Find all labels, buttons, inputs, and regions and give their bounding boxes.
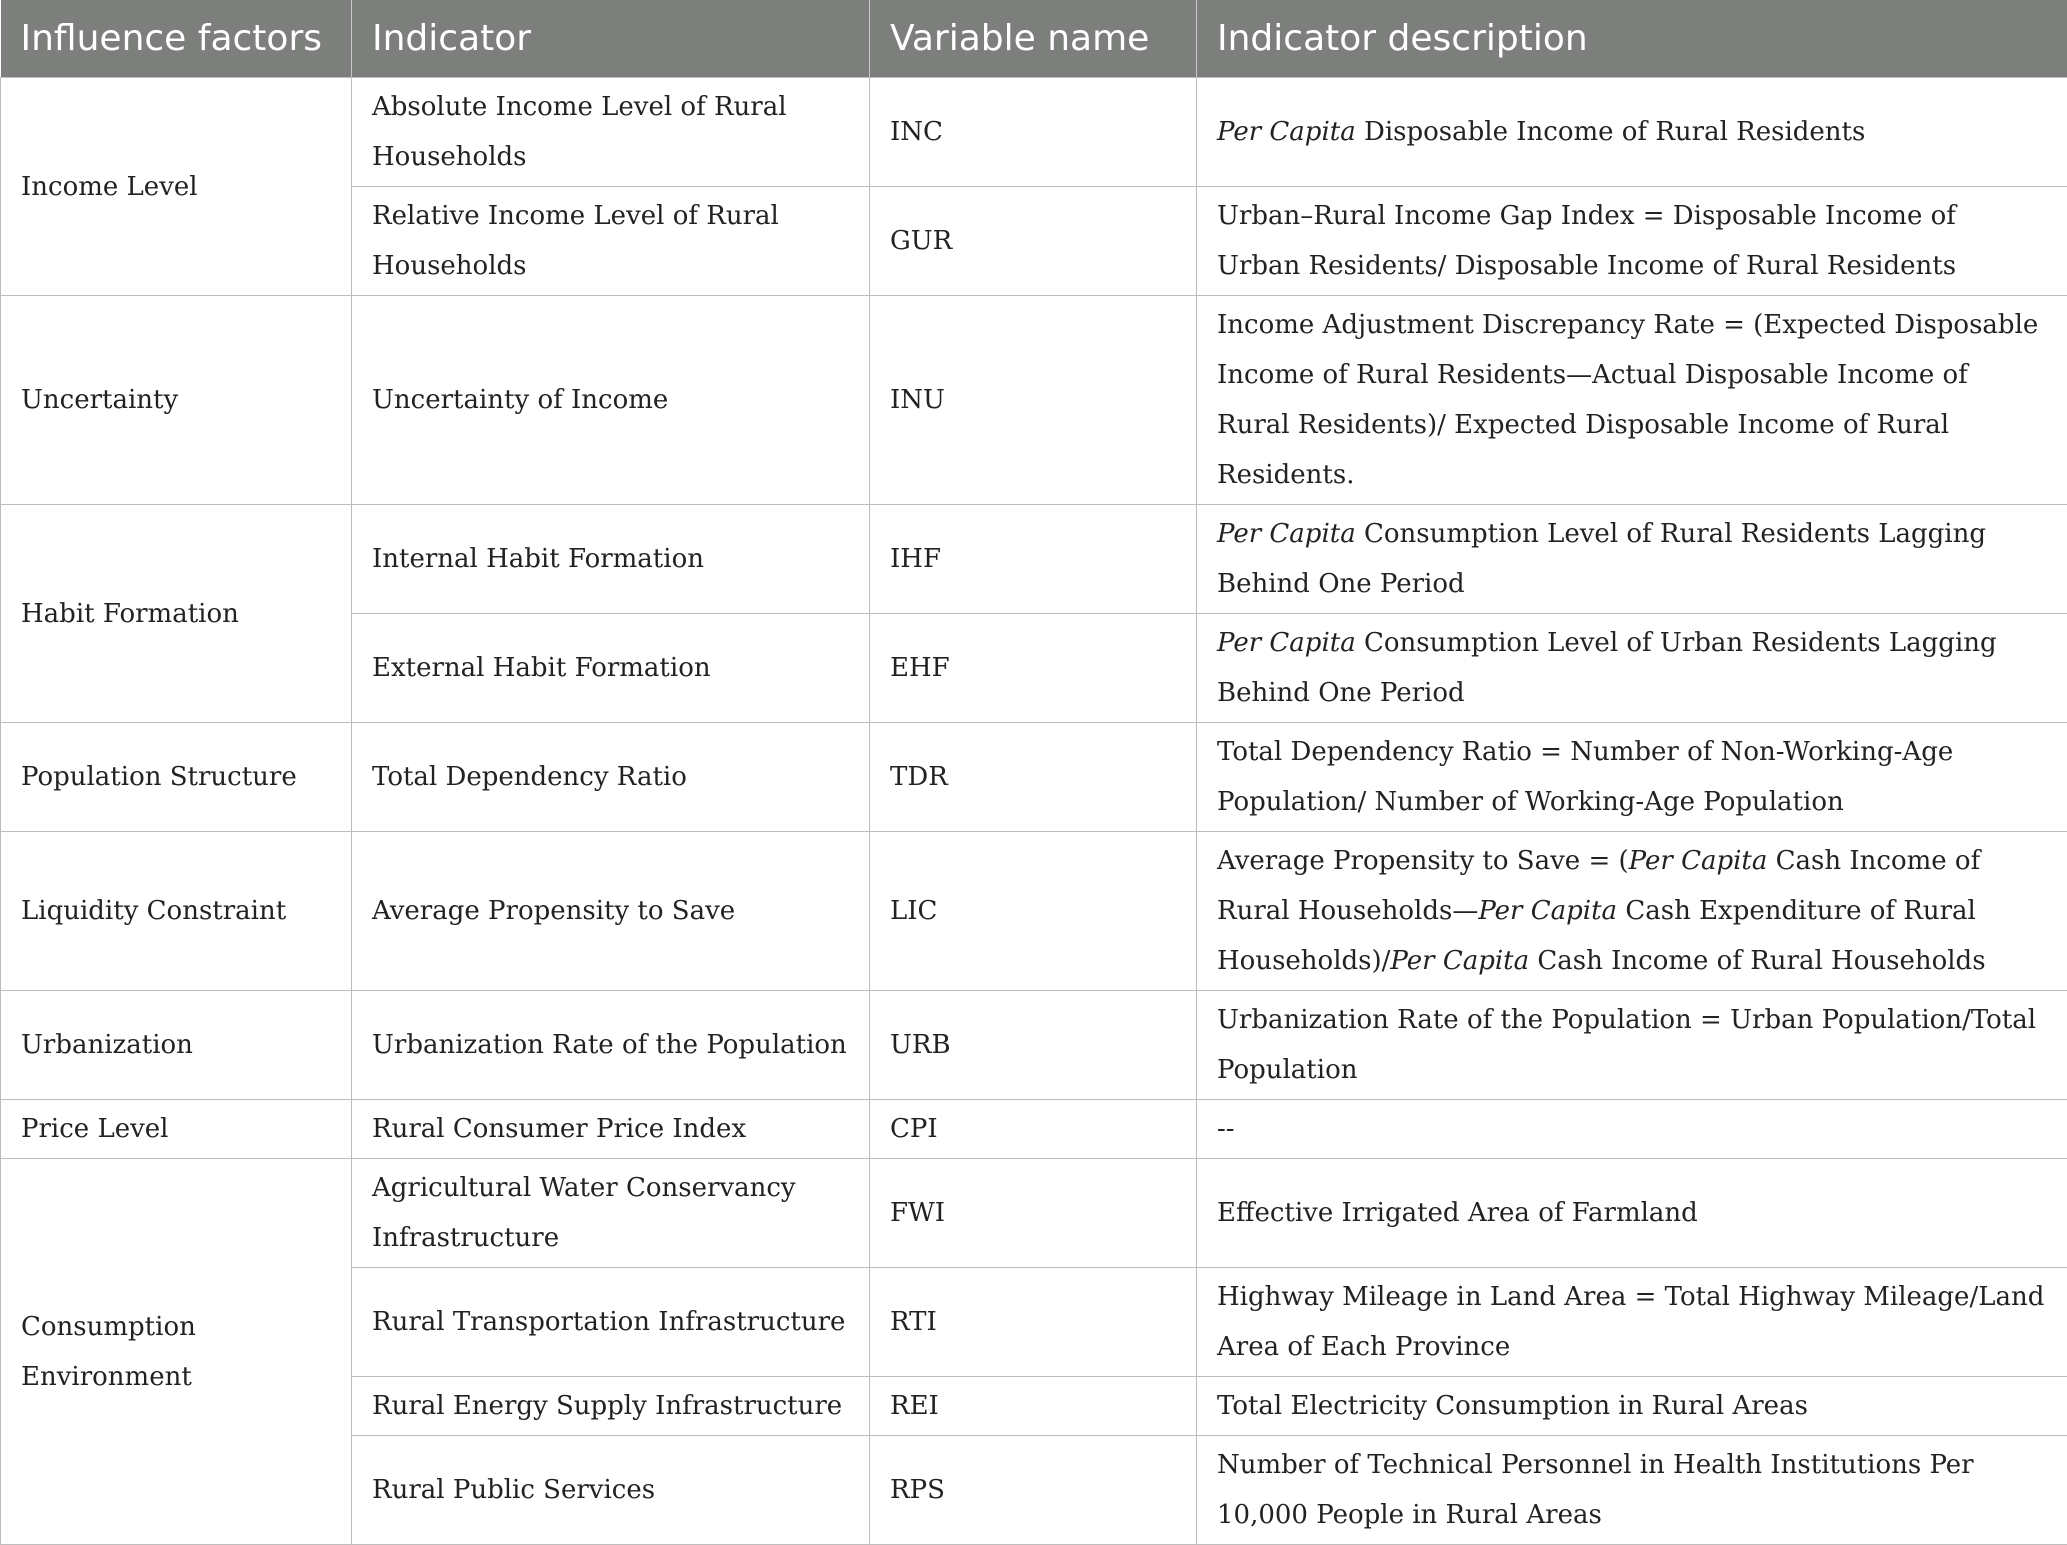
variable-cell: LIC: [870, 832, 1197, 991]
description-italic: Per Capita: [1217, 628, 1356, 658]
variable-cell: INU: [870, 296, 1197, 505]
description-cell: Urban–Rural Income Gap Index = Disposable Income of Urban Residents/ Disposable Income of Rural Residents: [1197, 187, 2067, 296]
description-cell: Total Electricity Consumption in Rural Areas: [1197, 1377, 2067, 1436]
description-italic: Per Capita: [1390, 946, 1529, 976]
description-cell: --: [1197, 1100, 2067, 1159]
indicator-cell: External Habit Formation: [352, 614, 870, 723]
factor-cell: Population Structure: [1, 723, 352, 832]
description-italic: Per Capita: [1217, 519, 1356, 549]
factor-cell: Consumption Environment: [1, 1159, 352, 1545]
table-row: [1, 723, 2067, 832]
header-indicator-description: Indicator description: [1197, 0, 2067, 78]
table-row: [1, 505, 2067, 614]
description-cell: Effective Irrigated Area of Farmland: [1197, 1159, 2067, 1268]
table-row: [1, 296, 2067, 505]
indicator-cell: Average Propensity to Save: [352, 832, 870, 991]
header-influence-factors: Influence factors: [1, 0, 352, 78]
indicator-cell: Rural Public Services: [352, 1436, 870, 1545]
factor-cell: Uncertainty: [1, 296, 352, 505]
description-cell: Total Dependency Ratio = Number of Non-Working-Age Population/ Number of Working-Age Population: [1197, 723, 2067, 832]
header-indicator: Indicator: [352, 0, 870, 78]
factor-cell: Habit Formation: [1, 505, 352, 723]
indicator-cell: Rural Energy Supply Infrastructure: [352, 1377, 870, 1436]
indicator-cell: Uncertainty of Income: [352, 296, 870, 505]
factor-cell: Income Level: [1, 78, 352, 296]
description-text: Cash Income of Rural Households: [1529, 946, 1985, 976]
table-row: [1, 78, 2067, 187]
indicator-cell: Urbanization Rate of the Population: [352, 991, 870, 1100]
description-italic: Per Capita: [1478, 896, 1617, 926]
factor-cell: Price Level: [1, 1100, 352, 1159]
indicator-cell: Rural Consumer Price Index: [352, 1100, 870, 1159]
indicator-cell: Absolute Income Level of Rural Households: [352, 78, 870, 187]
description-italic: Per Capita: [1629, 846, 1768, 876]
description-cell: [1197, 614, 2067, 723]
indicator-cell: Rural Transportation Infrastructure: [352, 1268, 870, 1377]
variable-cell: EHF: [870, 614, 1197, 723]
factor-cell: Urbanization: [1, 991, 352, 1100]
variable-cell: GUR: [870, 187, 1197, 296]
variable-cell: CPI: [870, 1100, 1197, 1159]
table-row: [1, 991, 2067, 1100]
description-cell: [1197, 832, 2067, 991]
variable-cell: IHF: [870, 505, 1197, 614]
description-text: Average Propensity to Save = (: [1217, 846, 1629, 876]
variable-cell: TDR: [870, 723, 1197, 832]
indicator-cell: Agricultural Water Conservancy Infrastructure: [352, 1159, 870, 1268]
variable-cell: FWI: [870, 1159, 1197, 1268]
description-text: Cash Expenditure of Rural Households)/: [1217, 896, 1976, 976]
description-cell: Income Adjustment Discrepancy Rate = (Expected Disposable Income of Rural Residents—Actual Disposable Income of Rural Residents)/ Expected Disposable Income of Rural Residents.: [1197, 296, 2067, 505]
description-text: Consumption Level of Urban Residents Lagging Behind One Period: [1217, 628, 1997, 708]
variable-cell: INC: [870, 78, 1197, 187]
description-cell: Urbanization Rate of the Population = Urban Population/Total Population: [1197, 991, 2067, 1100]
description-text: Disposable Income of Rural Residents: [1356, 117, 1866, 147]
factor-cell: Liquidity Constraint: [1, 832, 352, 991]
table-header-row: [1, 0, 2067, 78]
description-cell: Number of Technical Personnel in Health Institutions Per 10,000 People in Rural Areas: [1197, 1436, 2067, 1545]
indicator-cell: Internal Habit Formation: [352, 505, 870, 614]
table-row: [1, 1100, 2067, 1159]
indicator-cell: Relative Income Level of Rural Households: [352, 187, 870, 296]
description-cell: [1197, 78, 2067, 187]
table-row: [1, 832, 2067, 991]
variable-cell: REI: [870, 1377, 1197, 1436]
description-cell: Highway Mileage in Land Area = Total Highway Mileage/Land Area of Each Province: [1197, 1268, 2067, 1377]
variable-cell: URB: [870, 991, 1197, 1100]
header-variable-name: Variable name: [870, 0, 1197, 78]
description-text: Cash Income of Rural Households—: [1217, 846, 1980, 926]
description-cell: [1197, 505, 2067, 614]
indicator-cell: Total Dependency Ratio: [352, 723, 870, 832]
variable-cell: RTI: [870, 1268, 1197, 1377]
description-italic: Per Capita: [1217, 117, 1356, 147]
description-text: Consumption Level of Rural Residents Lagging Behind One Period: [1217, 519, 1986, 599]
variable-cell: RPS: [870, 1436, 1197, 1545]
table-row: [1, 1159, 2067, 1268]
